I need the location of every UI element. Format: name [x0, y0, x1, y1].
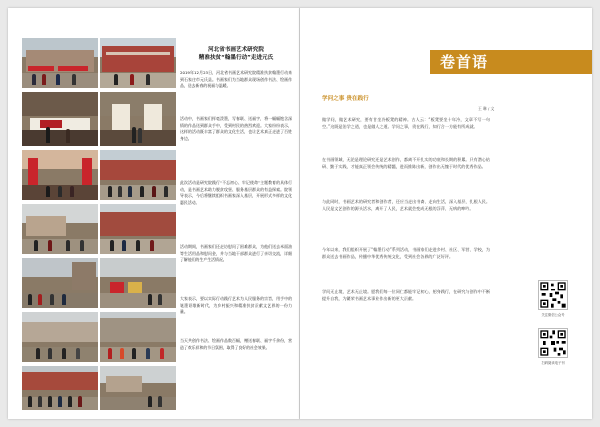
- article-title-line-2: 精准扶贫“翰墨行动”走进元氏: [198, 55, 274, 62]
- photo-artwork-display: [100, 92, 176, 146]
- editorial-paragraph: 学问无止境，艺术无止境。愿我们每一位同仁都能牢记初心，躬身践行，在研究与创作中不断提升自我，为繁荣书画艺术事业作出新的更大贡献。: [322, 289, 490, 301]
- photo-elderly-visit: [22, 312, 98, 362]
- article-paragraph: 活动中，书画家们挥毫泼墨，写春联、送福字，将一幅幅饱含深情的作品送到群众手中，受到村民的热烈欢迎。大家纷纷表示，这样的活动既丰富了群众的文化生活，也让艺术真正走进了百姓身边。: [180, 116, 292, 141]
- photo-courtyard-crowd: [22, 258, 98, 308]
- qr-code-wechat: [538, 280, 568, 310]
- photo-calligraphy-writing: [22, 92, 98, 146]
- photo-group-outdoor: [100, 150, 176, 200]
- article-author: 王 琳 / 文: [478, 106, 495, 111]
- photo-red-building: [100, 38, 176, 88]
- qr-caption-wechat: 关注微信公众号: [541, 313, 565, 317]
- article-paragraph: 2019年12月23日，河北省书画艺术研究院精准扶贫翰墨行动来到石家庄市元氏县。书画家们为当地群众现场创作书法、绘画作品，送去新春的祝福与温暖。: [180, 70, 292, 88]
- article-paragraph: 此次活动是研究院践行“不忘初心、牢记使命”主题教育的具体行动，是书画艺术助力脱贫攻坚、服务基层群众的有益探索。院领导表示，今后将继续组织书画家深入基层，开展形式多样的文化惠民活动。: [180, 180, 292, 205]
- article-title-line-1: 河北省书画艺术研究院: [208, 47, 264, 53]
- magazine-spread: [8, 8, 592, 419]
- header-title: 卷首语: [440, 53, 489, 71]
- photo-village-visit: [22, 204, 98, 254]
- article-paragraph: 活动期间，书画家们还走访慰问了困难群众，为他们送去米面油等生活用品和慰问金，并与当地干部群众进行了亲切交流，详细了解他们的生产生活情况。: [180, 244, 292, 262]
- qr-caption-ereader: 扫码阅读电子刊: [541, 361, 565, 365]
- photo-couplets: [22, 150, 98, 200]
- article-title: [180, 46, 292, 63]
- qr-code-pattern: [539, 281, 567, 309]
- editorial-paragraph: 做学问，做艺术研究，要有甘坐冷板凳的精神。古人云：“板凳要坐十年冷，文章不写一句空。”这既是治学之道，也是做人之道。学问之事，贵在践行，知行合一方能有所成就。: [322, 117, 490, 129]
- article-subheading: 学问之事 贵在践行: [322, 96, 369, 102]
- photo-farewell: [100, 366, 176, 410]
- qr-code-ereader: [538, 328, 568, 358]
- qr-code-pattern: [539, 329, 567, 357]
- photo-gift-delivery: [100, 204, 176, 254]
- article-paragraph: 当天共创作书法、绘画作品数百幅，赠送春联、福字千余份，营造了欢乐祥和的节日氛围，取得了良好的社会效果。: [180, 338, 292, 350]
- left-page: [8, 8, 300, 419]
- right-page: [300, 8, 592, 419]
- photo-event-banners: [22, 38, 98, 88]
- article-paragraph: 大家表示，要以实际行动践行艺术为人民服务的宗旨，用手中的笔墨讴歌新时代，为乡村振兴和精准扶贫贡献文艺界的一份力量。: [180, 296, 292, 314]
- editorial-paragraph: 与此同时，书画艺术的研究者和创作者，还应当走出书斋、走向生活，深入基层、扎根人民。人民是文艺创作的源头活水，离开了人民，艺术就会变成无根的浮萍、无病的呻吟。: [322, 199, 490, 211]
- photo-children-gifts: [100, 312, 176, 362]
- photo-supplies: [100, 258, 176, 308]
- editorial-paragraph: 今年以来，我们组织开展了“翰墨行动”系列活动，书画家们走进乡村、社区、军营、学校，为群众送去书画作品，传播中华优秀传统文化，受到社会各界的广泛好评。: [322, 247, 490, 259]
- editorial-paragraph: 在书画领域，无论是理论研究还是艺术创作，都离不开扎实的功底和长期的积累。只有潜心钻研、勤于实践，才能真正领会传统的精髓，进而推陈出新，创作出无愧于时代的优秀作品。: [322, 157, 490, 169]
- photo-group-photo: [22, 366, 98, 410]
